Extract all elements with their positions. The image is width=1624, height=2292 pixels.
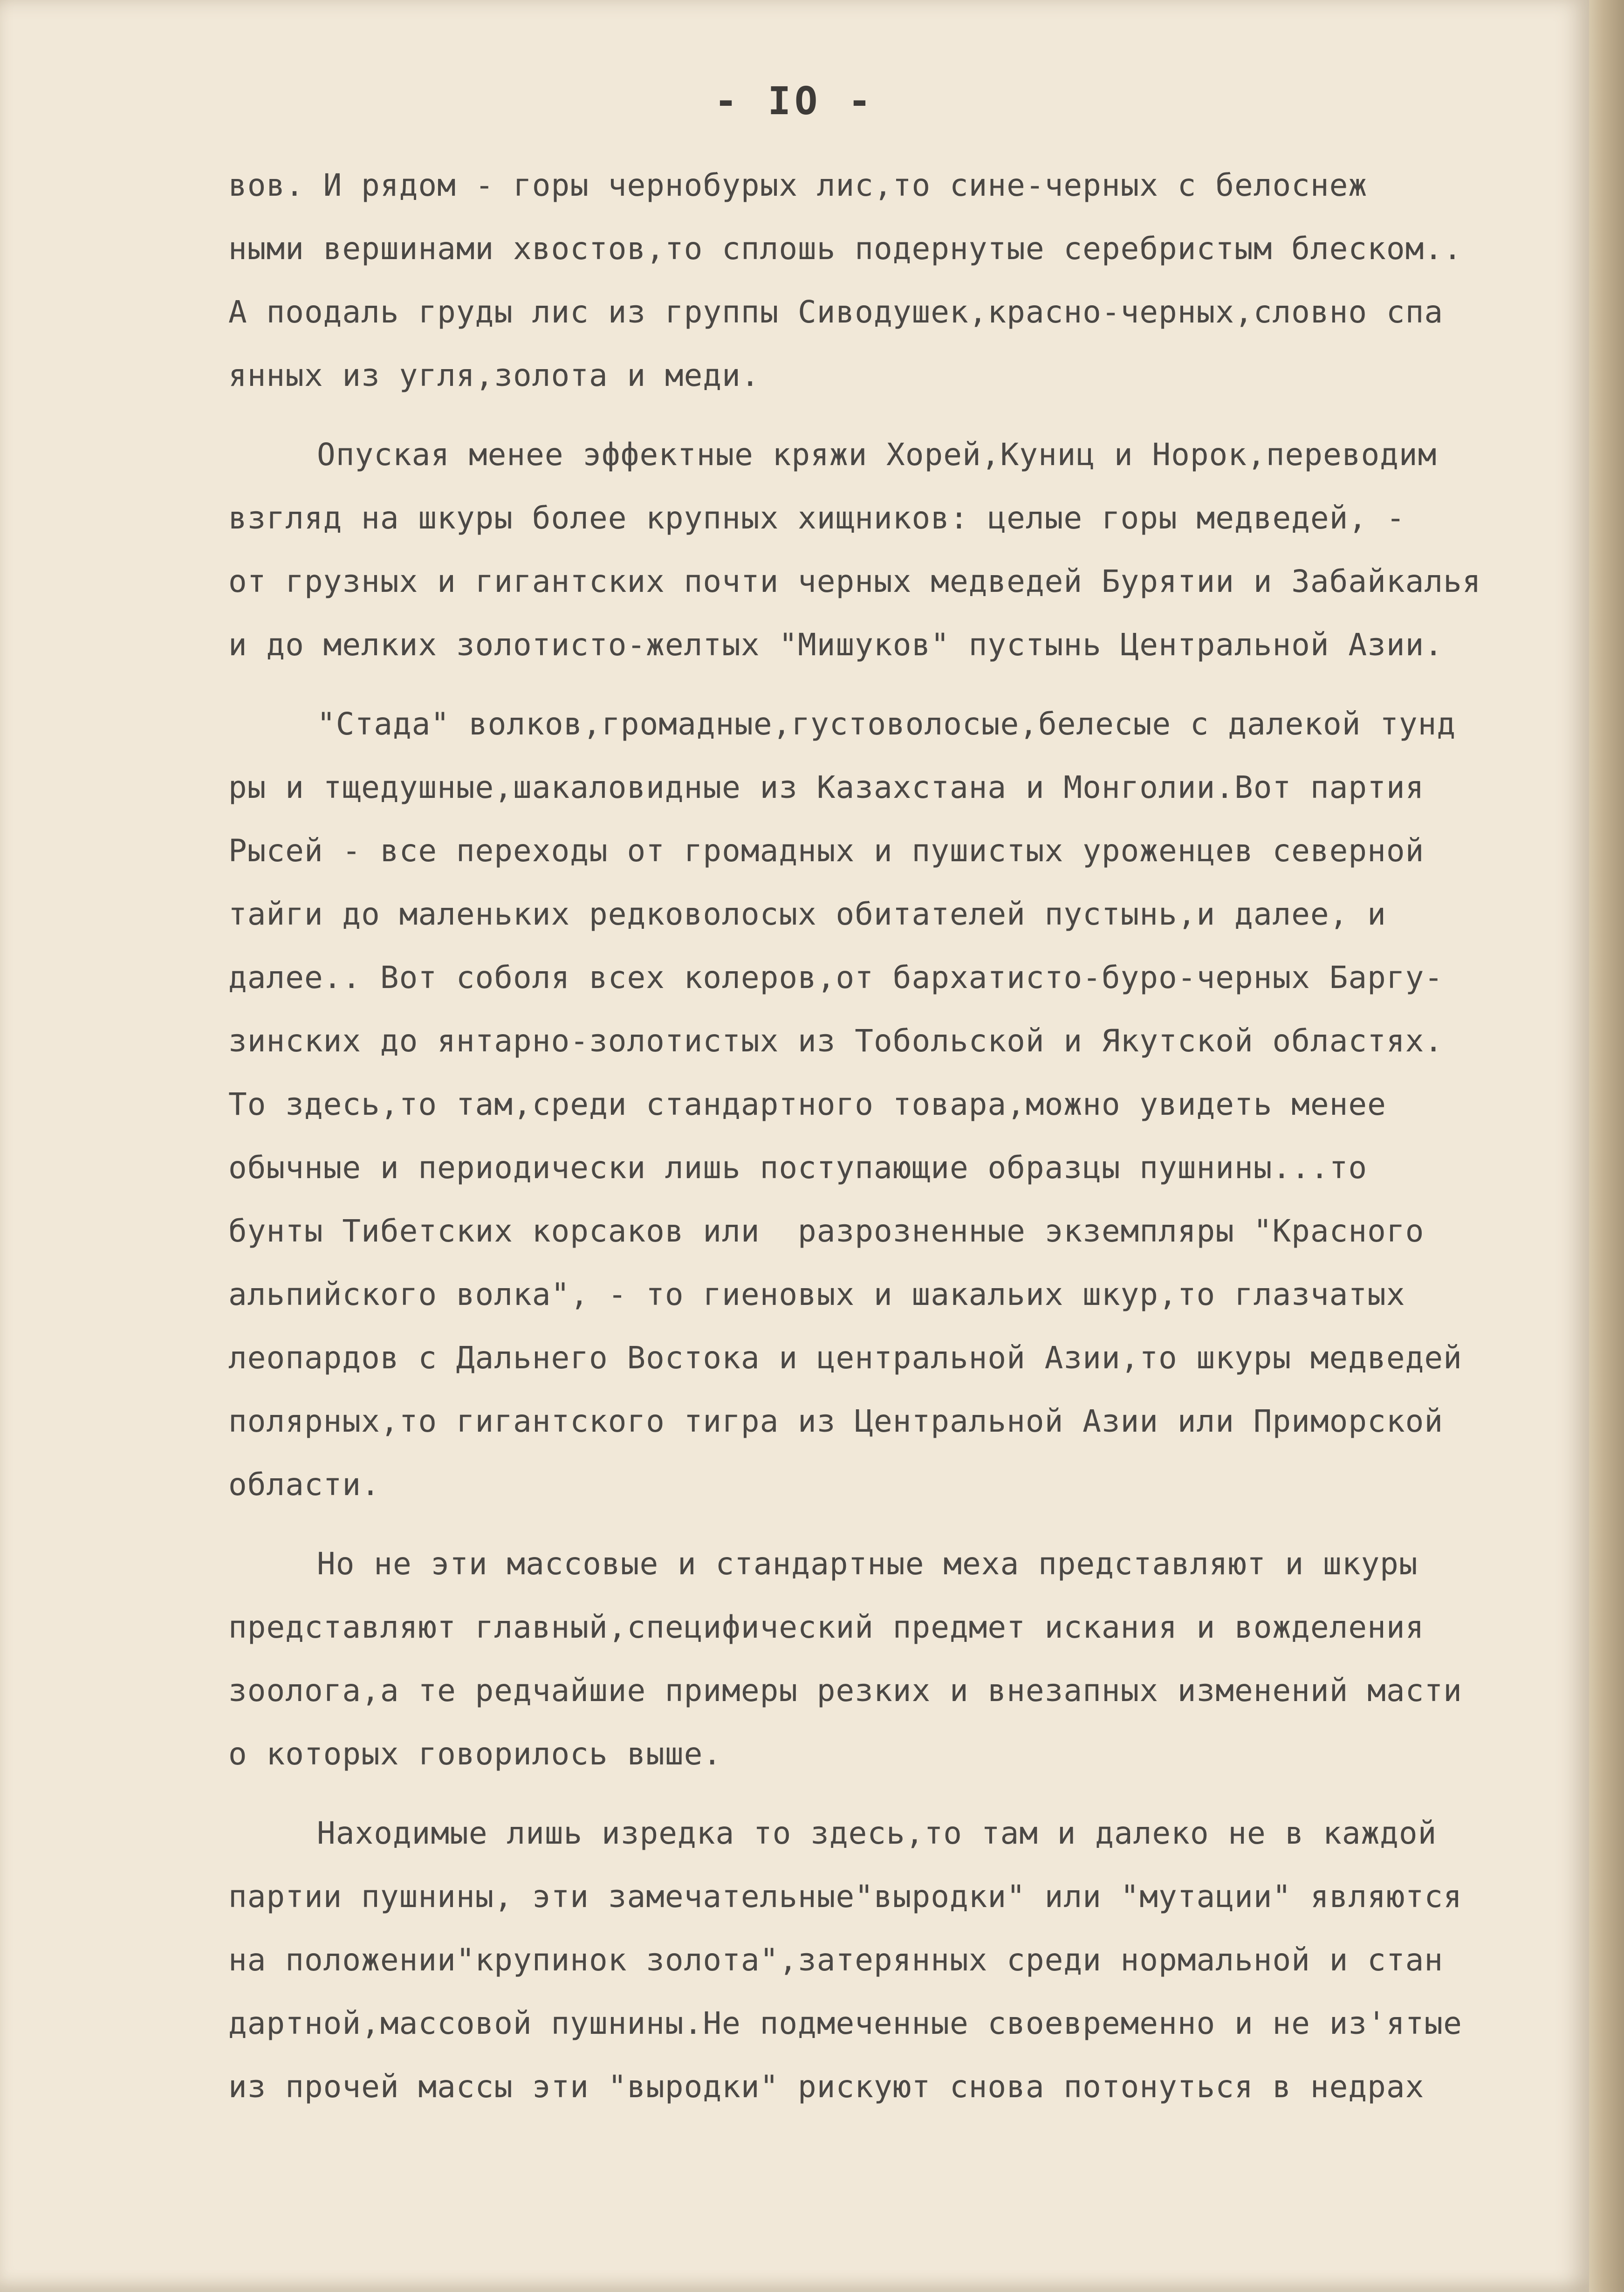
text-line: ными вершинами хвостов,то сплошь подернутые серебристым блеском.. bbox=[228, 231, 1462, 267]
text-line: партии пушнины, эти замечательные"выродки" или "мутации" являются bbox=[228, 1879, 1462, 1915]
text-line: Находимые лишь изредка то здесь,то там и далеко не в каждой bbox=[317, 1815, 1437, 1851]
text-line: бунты Тибетских корсаков или разрозненные экземпляры "Красного bbox=[228, 1213, 1425, 1249]
text-line: взгляд на шкуры более крупных хищников: целые горы медведей, - bbox=[228, 500, 1405, 536]
paragraph-5 bbox=[228, 1802, 1570, 2119]
text-line: вов. И рядом - горы чернобурых лис,то сине-черных с белоснеж bbox=[228, 167, 1368, 203]
text-line: области. bbox=[228, 1467, 380, 1503]
text-line: представляют главный,специфический предмет искания и вожделения bbox=[228, 1609, 1425, 1645]
text-line: "Стада" волков,громадные,густоволосые,белесые с далекой тунд bbox=[317, 706, 1456, 742]
text-line: обычные и периодически лишь поступающие образцы пушнины...то bbox=[228, 1150, 1368, 1186]
text-line: зинских до янтарно-золотистых из Тобольской и Якутской областях. bbox=[228, 1023, 1444, 1059]
text-line: о которых говорилось выше. bbox=[228, 1736, 722, 1772]
text-line: и до мелких золотисто-желтых "Мишуков" пустынь Центральной Азии. bbox=[228, 627, 1444, 663]
text-line: зоолога,а те редчайшие примеры резких и внезапных изменений масти bbox=[228, 1673, 1462, 1709]
text-line: А поодаль груды лис из группы Сиводушек,красно-черных,словно спа bbox=[228, 294, 1444, 330]
body-text bbox=[228, 154, 1570, 2119]
paragraph-2 bbox=[228, 423, 1570, 677]
text-line: янных из угля,золота и меди. bbox=[228, 357, 760, 393]
text-line: от грузных и гигантских почти черных медведей Бурятии и Забайкалья bbox=[228, 563, 1481, 599]
paragraph-4 bbox=[228, 1532, 1570, 1786]
page-number: - IO - bbox=[714, 79, 875, 124]
text-line: ры и тщедушные,шакаловидные из Казахстана и Монголии.Вот партия bbox=[228, 769, 1425, 805]
text-line: полярных,то гигантского тигра из Центральной Азии или Приморской bbox=[228, 1403, 1444, 1439]
text-line: на положении"крупинок золота",затерянных среди нормальной и стан bbox=[228, 1942, 1444, 1978]
text-line: леопардов с Дальнего Востока и центральной Азии,то шкуры медведей bbox=[228, 1340, 1462, 1376]
text-line: тайги до маленьких редковолосых обитателей пустынь,и далее, и bbox=[228, 896, 1386, 932]
text-line: Опуская менее эффектные кряжи Хорей,Куниц и Норок,переводим bbox=[317, 437, 1437, 473]
text-line: дартной,массовой пушнины.Не подмеченные своевременно и не из'ятые bbox=[228, 2005, 1462, 2041]
text-line: альпийского волка", - то гиеновых и шакальих шкур,то глазчатых bbox=[228, 1276, 1405, 1312]
paragraph-1 bbox=[228, 154, 1570, 407]
text-line: Рысей - все переходы от громадных и пушистых уроженцев северной bbox=[228, 833, 1425, 869]
text-line: далее.. Вот соболя всех колеров,от бархатисто-буро-черных Баргу- bbox=[228, 960, 1444, 995]
text-line: Но не эти массовые и стандартные меха представляют и шкуры bbox=[317, 1546, 1418, 1582]
paragraph-3 bbox=[228, 693, 1570, 1517]
text-line: из прочей массы эти "выродки" рискуют снова потонуться в недрах bbox=[228, 2069, 1425, 2105]
page-edge bbox=[1589, 0, 1624, 2292]
text-line: То здесь,то там,среди стандартного товара,можно увидеть менее bbox=[228, 1086, 1386, 1122]
